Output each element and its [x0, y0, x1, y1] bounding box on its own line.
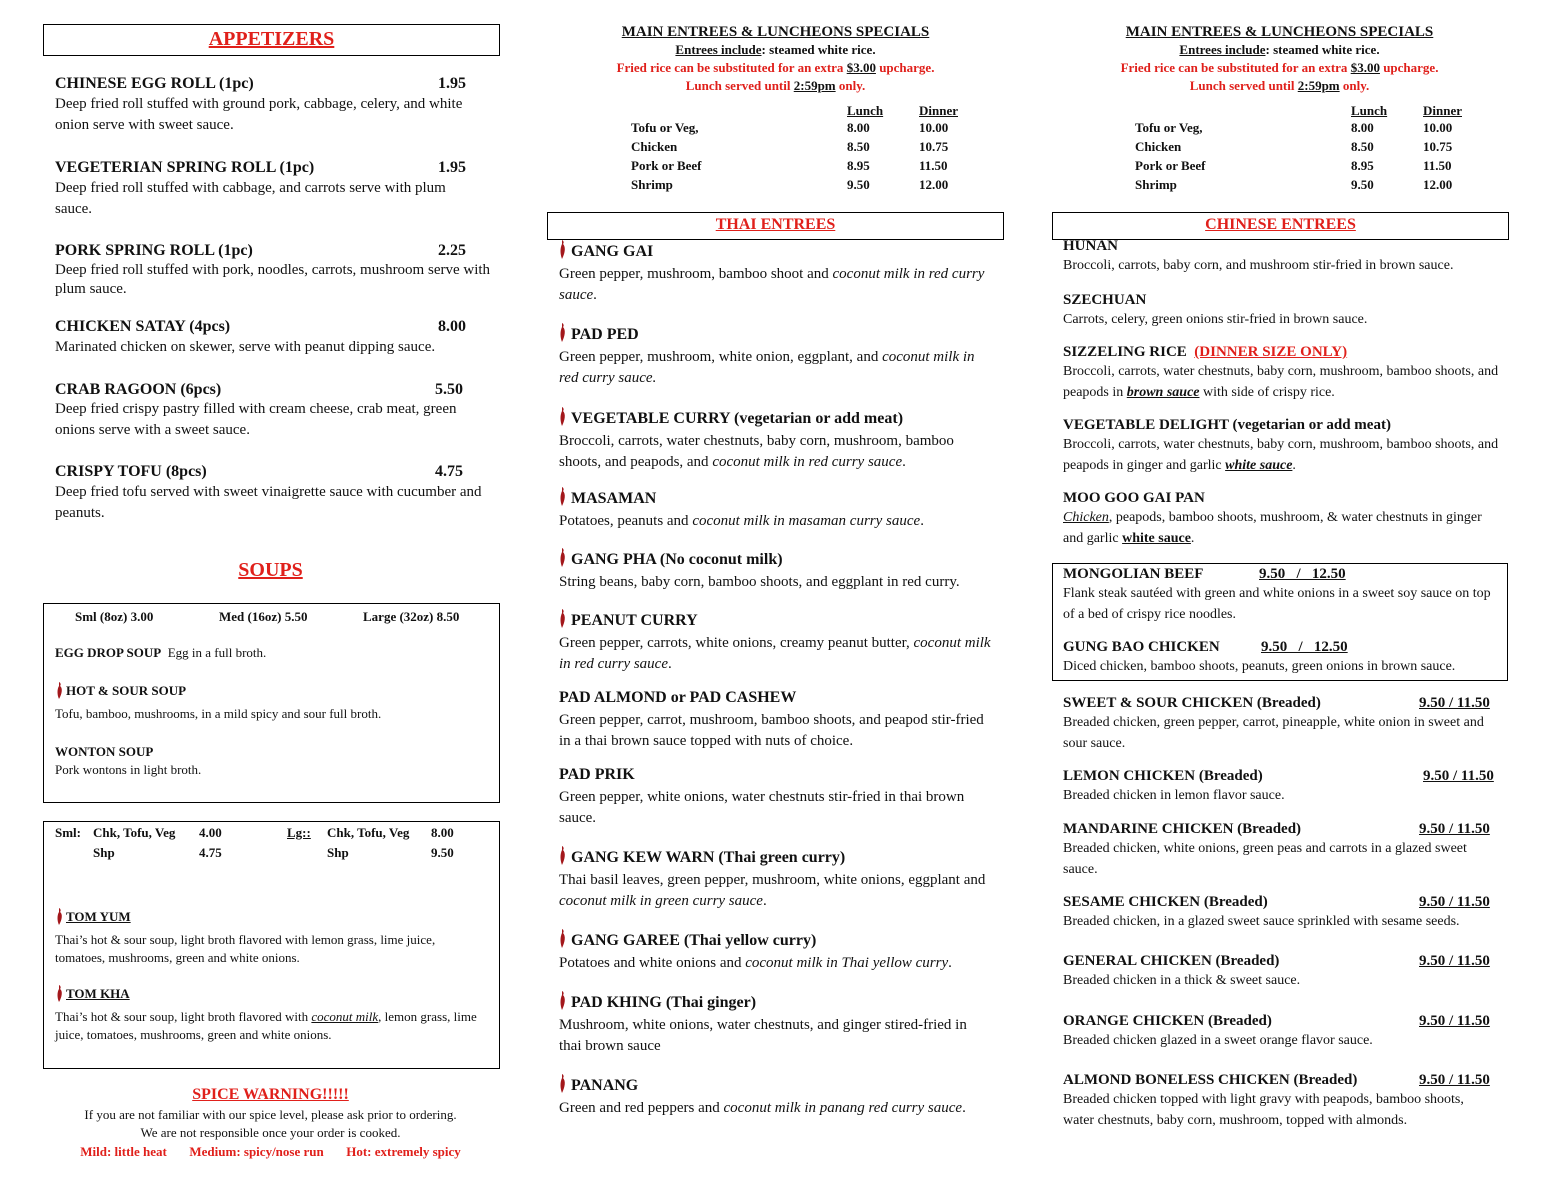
item-title-row	[559, 689, 991, 707]
table-row	[1135, 118, 1495, 137]
desc-text: Thai’s hot & sour soup, light broth flavored with	[55, 1009, 312, 1024]
desc-emphasis: brown sauce	[1126, 385, 1200, 400]
item-desc	[559, 953, 991, 974]
desc-text: Potatoes and white onions and	[559, 955, 746, 971]
desc-text: .	[1190, 531, 1195, 546]
fried-price: $3.00	[1350, 60, 1380, 75]
desc-text: .	[920, 513, 924, 529]
soup-size-medium: Med (16oz) 5.50	[219, 609, 308, 624]
item-name: PAD PED	[571, 326, 639, 343]
item-name: VEGETABLE DELIGHT (vegetarian or add meat)	[1063, 417, 1391, 433]
item-name: MOO GOO GAI PAN	[1063, 490, 1205, 506]
item-title-row	[1063, 695, 1503, 712]
item-name: GENERAL CHICKEN (Breaded)	[1063, 953, 1280, 969]
item-name: SIZZELING RICE	[1063, 344, 1187, 360]
list-item	[559, 766, 991, 829]
item-price: 9.50 / 11.50	[1419, 1072, 1490, 1088]
specials-include	[548, 41, 1003, 59]
lunch-time: 2:59pm	[1297, 78, 1340, 93]
desc-text: .	[1292, 458, 1296, 473]
spice-warning-title: SPICE WARNING!!!!!	[192, 1086, 349, 1103]
table-row	[1135, 137, 1495, 156]
row-lunch: 8.50	[1351, 139, 1374, 154]
item-desc	[559, 633, 991, 675]
item-name: SWEET & SOUR CHICKEN (Breaded)	[1063, 695, 1321, 711]
col-dinner: Dinner	[1423, 103, 1462, 118]
specialties-box	[1052, 563, 1508, 681]
chili-pepper-icon	[55, 682, 64, 705]
item-price: 8.00	[438, 318, 466, 335]
row-dinner: 11.50	[1423, 158, 1452, 173]
mongolian-beef-item	[1063, 566, 1503, 625]
item-price: 9.50 / 11.50	[1419, 821, 1490, 837]
item-price: 9.50 / 11.50	[1419, 695, 1490, 711]
item-price: 1.95	[438, 75, 466, 92]
item-desc: Deep fried crispy pastry filled with cream cheese, crab meat, green onions serve with a sweet sauce.	[55, 401, 457, 438]
item-title-row	[1063, 566, 1503, 583]
col-lunch: Lunch	[847, 103, 884, 118]
item-desc	[559, 1098, 991, 1119]
desc-text: , peapods, bamboo shoots, mushroom, & water chestnuts in ginger and garlic	[1063, 510, 1482, 546]
lunch-text: only.	[835, 78, 866, 93]
desc-emphasis: coconut milk	[311, 1009, 379, 1024]
szechuan-item	[1063, 292, 1503, 330]
egg-drop-soup	[55, 644, 266, 662]
item-title-row	[559, 766, 991, 784]
list-item	[559, 612, 991, 675]
specials-fried-rice	[1052, 59, 1507, 77]
desc-text: String beans, baby corn, bamboo shoots, and eggplant in red curry.	[559, 574, 960, 590]
list-item	[1063, 1072, 1503, 1131]
list-item	[1063, 953, 1503, 991]
item-name: MONGOLIAN BEEF	[1063, 566, 1204, 582]
item-name: MASAMAN	[571, 490, 657, 507]
chili-pepper-icon	[558, 609, 567, 634]
item-name: GANG PHA (No coconut milk)	[571, 551, 783, 568]
item-price: 2.25	[438, 242, 466, 259]
thai-soups-box	[43, 821, 500, 1069]
row-dinner: 12.00	[1423, 177, 1453, 192]
item-name: ORANGE CHICKEN (Breaded)	[1063, 1013, 1272, 1029]
list-item	[55, 318, 495, 358]
soup-size-large: Large (32oz) 8.50	[363, 609, 460, 624]
include-label: Entrees include	[1179, 42, 1266, 57]
item-name: PAD KHING (Thai ginger)	[571, 994, 757, 1011]
specials-include	[1052, 41, 1507, 59]
item-title-row	[559, 1077, 991, 1095]
desc-text: .	[668, 656, 672, 672]
item-title-row	[559, 551, 991, 569]
item-name: PAD PRIK	[559, 766, 635, 783]
item-price: 9.50 / 11.50	[1419, 953, 1490, 969]
item-desc: Flank steak sautéed with green and white onions in a sweet soy sauce on top of a bed of crispy rice noodles.	[1063, 586, 1491, 622]
row-name: Chicken	[631, 139, 678, 154]
desc-emphasis: coconut milk in red curry sauce	[712, 454, 903, 470]
item-name: MANDARINE CHICKEN (Breaded)	[1063, 821, 1302, 837]
spice-warning-line2: We are not responsible once your order is cooked.	[140, 1125, 401, 1140]
item-name: PORK SPRING ROLL (1pc)	[55, 242, 253, 259]
soups-box	[43, 603, 500, 803]
vegetable-delight-item	[1063, 417, 1503, 476]
item-title-row	[1063, 768, 1503, 785]
item-title-row	[559, 994, 991, 1012]
list-item	[55, 381, 495, 441]
fried-text: Fried rice can be substituted for an extra	[1120, 60, 1351, 75]
chili-pepper-icon	[558, 548, 567, 573]
soup-name: WONTON SOUP	[55, 744, 154, 759]
item-name: CHICKEN SATAY (4pcs)	[55, 318, 231, 335]
item-name: PAD ALMOND or PAD CASHEW	[559, 689, 797, 706]
lg-label: Lg::	[287, 825, 311, 840]
item-name: LEMON CHICKEN (Breaded)	[1063, 768, 1263, 784]
chinese-title: CHINESE ENTREES	[1205, 216, 1356, 233]
hot-sour-soup	[55, 682, 495, 723]
desc-text: Potatoes, peanuts and	[559, 513, 693, 529]
list-item	[55, 242, 495, 299]
item-desc: Deep fried roll stuffed with cabbage, and carrots serve with plum sauce.	[55, 180, 446, 217]
lunch-text: Lunch served until	[685, 78, 794, 93]
item-desc: Breaded chicken, white onions, green peas and carrots in a glazed sweet sauce.	[1063, 841, 1467, 877]
table-row	[631, 118, 991, 137]
row-dinner: 12.00	[919, 177, 949, 192]
spice-hot: Hot: extremely spicy	[346, 1144, 461, 1159]
list-item	[55, 159, 495, 220]
lunch-text: only.	[1339, 78, 1370, 93]
row-lunch: 8.95	[1351, 158, 1374, 173]
row-lunch: 8.00	[847, 120, 870, 135]
item-name: CRAB RAGOON (6pcs)	[55, 381, 222, 398]
desc-emphasis: coconut milk in red curry sauce	[559, 635, 991, 672]
soup-desc: Tofu, bamboo, mushrooms, in a mild spicy and sour full broth.	[55, 706, 382, 721]
item-desc: Marinated chicken on skewer, serve with peanut dipping sauce.	[55, 339, 436, 355]
lunch-text: Lunch served until	[1189, 78, 1298, 93]
item-title-row	[559, 326, 991, 344]
spice-warning	[43, 1086, 498, 1161]
item-title-row	[559, 410, 991, 428]
soup-desc: Pork wontons in light broth.	[55, 762, 202, 777]
desc-text: Green and red peppers and	[559, 1100, 724, 1116]
soup-desc	[55, 1008, 495, 1044]
row-dinner: 10.75	[919, 139, 949, 154]
list-item	[559, 551, 991, 593]
item-title-row	[1063, 1013, 1503, 1030]
desc-text: .	[948, 955, 952, 971]
item-name: VEGETERIAN SPRING ROLL (1pc)	[55, 159, 315, 176]
item-price: 5.50	[435, 381, 463, 398]
desc-emphasis: coconut milk in masaman curry sauce	[692, 513, 921, 529]
shp-sml-price: 4.75	[199, 845, 222, 860]
soups-title: SOUPS	[238, 559, 303, 581]
chili-pepper-icon	[55, 985, 64, 1008]
item-price: 9.50 / 12.50	[1259, 566, 1346, 582]
item-title-row	[559, 243, 991, 261]
chili-pepper-icon	[558, 846, 567, 871]
specials-block	[548, 24, 1003, 95]
list-item	[559, 932, 991, 974]
item-name: CRISPY TOFU (8pcs)	[55, 463, 207, 480]
item-title-row	[1063, 639, 1503, 656]
table-row	[631, 156, 991, 175]
row-name: Shrimp	[631, 177, 673, 192]
list-item	[1063, 894, 1503, 932]
table-row	[1135, 156, 1495, 175]
item-title-row	[1063, 821, 1503, 838]
soup-desc: Thai’s hot & sour soup, light broth flavored with lemon grass, lime juice, tomatoes, mushrooms, green and white onions.	[55, 932, 436, 965]
item-desc	[559, 787, 991, 829]
list-item	[1063, 695, 1503, 754]
desc-underline: white sauce	[1122, 531, 1191, 546]
item-desc	[559, 511, 991, 532]
desc-text: with side of crispy rice.	[1199, 385, 1335, 400]
spice-warning-line1: If you are not familiar with our spice level, please ask prior to ordering.	[84, 1107, 457, 1122]
specials-block-2	[1052, 24, 1507, 95]
list-item	[1063, 821, 1503, 880]
desc-text: .	[902, 454, 906, 470]
spice-medium: Medium: spicy/nose run	[189, 1144, 324, 1159]
item-price: 4.75	[435, 463, 463, 480]
include-label: Entrees include	[675, 42, 762, 57]
item-price: 9.50 / 11.50	[1419, 894, 1490, 910]
lg-items: Chk, Tofu, Veg	[327, 825, 410, 840]
table-row	[631, 175, 991, 194]
col-lunch: Lunch	[1351, 103, 1388, 118]
desc-text: Mushroom, white onions, water chestnuts, and ginger stired-fried in thai brown sauce	[559, 1017, 967, 1054]
desc-text: Green pepper, mushroom, white onion, eggplant, and	[559, 349, 883, 365]
chili-pepper-icon	[558, 323, 567, 348]
row-dinner: 10.00	[1423, 120, 1453, 135]
item-desc: Broccoli, carrots, baby corn, and mushroom stir-fried in brown sauce.	[1063, 258, 1454, 273]
item-title-row	[1063, 344, 1503, 361]
item-price: 9.50 / 11.50	[1423, 768, 1494, 784]
fried-text: upcharge.	[875, 60, 935, 75]
item-desc	[1063, 507, 1503, 549]
item-name: HUNAN	[1063, 238, 1118, 254]
item-desc	[559, 347, 991, 389]
item-name: ALMOND BONELESS CHICKEN (Breaded)	[1063, 1072, 1358, 1088]
item-note: (DINNER SIZE ONLY)	[1194, 344, 1348, 360]
row-name: Pork or Beef	[1135, 158, 1206, 173]
specials-lunch-time	[548, 77, 1003, 95]
desc-text: Green pepper, white onions, water chestnuts stir-fried in thai brown sauce.	[559, 789, 965, 826]
row-name: Tofu or Veg,	[631, 120, 699, 135]
list-item	[559, 410, 991, 473]
desc-text: Green pepper, carrot, mushroom, bamboo shoots, and peapod stir-fried in a thai brown sauce topped with nuts of choice.	[559, 712, 984, 749]
moo-goo-gai-pan-item	[1063, 490, 1503, 549]
table-header	[631, 101, 991, 118]
item-desc	[559, 710, 991, 752]
item-price: 1.95	[438, 159, 466, 176]
item-name: CHINESE EGG ROLL (1pc)	[55, 75, 254, 92]
soup-name: TOM KHA	[66, 986, 130, 1001]
item-desc: Deep fried tofu served with sweet vinaigrette sauce with cucumber and peanuts.	[55, 484, 482, 521]
table-row	[1135, 175, 1495, 194]
table-row	[631, 137, 991, 156]
spice-mild: Mild: little heat	[80, 1144, 167, 1159]
row-lunch: 9.50	[1351, 177, 1374, 192]
col-dinner: Dinner	[919, 103, 958, 118]
item-title-row	[1063, 894, 1503, 911]
list-item	[559, 243, 991, 306]
sml-price: 4.00	[199, 825, 222, 840]
table-header	[1135, 101, 1495, 118]
item-desc: Breaded chicken topped with light gravy with peapods, bamboo shoots, water chestnuts, baby corn, mushroom, topped with almonds.	[1063, 1092, 1464, 1128]
chili-pepper-icon	[558, 929, 567, 954]
desc-emphasis: coconut milk in Thai yellow curry	[745, 955, 949, 971]
soup-size-small: Sml (8oz) 3.00	[75, 609, 154, 624]
desc-emphasis: coconut milk in green curry sauce	[559, 893, 763, 909]
row-lunch: 8.95	[847, 158, 870, 173]
tom-kha-soup	[55, 985, 495, 1044]
chili-pepper-icon	[558, 991, 567, 1016]
row-name: Shrimp	[1135, 177, 1177, 192]
desc-emphasis: Chicken	[1063, 510, 1109, 525]
sizzling-rice-item	[1063, 344, 1503, 403]
sml-label: Sml:	[55, 825, 81, 840]
row-lunch: 8.00	[1351, 120, 1374, 135]
item-desc: Breaded chicken, green pepper, carrot, pineapple, white onion in sweet and sour sauce.	[1063, 715, 1484, 751]
chili-pepper-icon	[55, 908, 64, 931]
item-desc	[559, 264, 991, 306]
wonton-soup	[55, 743, 495, 779]
gung-bao-chicken-item	[1063, 639, 1503, 677]
chili-pepper-icon	[558, 240, 567, 265]
soup-name: TOM YUM	[66, 909, 131, 924]
item-desc: Deep fried roll stuffed with pork, noodles, carrots, mushroom serve with plum sauce.	[55, 262, 491, 297]
item-title-row	[559, 932, 991, 950]
specials-table	[631, 101, 991, 194]
row-dinner: 10.75	[1423, 139, 1453, 154]
list-item	[559, 490, 991, 532]
item-desc: Diced chicken, bamboo shoots, peanuts, green onions in brown sauce.	[1063, 659, 1456, 674]
row-lunch: 8.50	[847, 139, 870, 154]
desc-text: Broccoli, carrots, water chestnuts, baby corn, mushroom, bamboo shoots, and peapods in ginger and garlic	[1063, 437, 1499, 473]
list-item	[1063, 1013, 1503, 1051]
desc-text: .	[962, 1100, 966, 1116]
shp-lg-label: Shp	[327, 845, 349, 860]
soup-name: HOT & SOUR SOUP	[66, 683, 187, 698]
desc-emphasis: coconut milk in red curry sauce.	[559, 349, 975, 386]
item-desc: Carrots, celery, green onions stir-fried in brown sauce.	[1063, 312, 1368, 327]
item-desc: Breaded chicken in lemon flavor sauce.	[1063, 788, 1285, 803]
specials-fried-rice	[548, 59, 1003, 77]
shp-lg-price: 9.50	[431, 845, 454, 860]
item-desc	[1063, 434, 1503, 476]
item-name: SZECHUAN	[1063, 292, 1147, 308]
item-title-row	[559, 849, 991, 867]
item-desc: Breaded chicken glazed in a sweet orange flavor sauce.	[1063, 1033, 1373, 1048]
item-desc	[559, 870, 991, 912]
chili-pepper-icon	[558, 1074, 567, 1099]
item-title-row	[559, 490, 991, 508]
item-title-row	[1063, 1072, 1503, 1089]
desc-text: Broccoli, carrots, water chestnuts, baby corn, mushroom, bamboo shoots, and peapods, and	[559, 433, 954, 470]
shp-label: Shp	[93, 845, 115, 860]
item-name: SESAME CHICKEN (Breaded)	[1063, 894, 1268, 910]
row-name: Chicken	[1135, 139, 1182, 154]
desc-text: Green pepper, mushroom, bamboo shoot and	[559, 266, 833, 282]
specials-lunch-time	[1052, 77, 1507, 95]
item-name: GANG GAREE (Thai yellow curry)	[571, 932, 817, 949]
desc-text: .	[762, 893, 767, 909]
specials-table-2	[1135, 101, 1495, 194]
desc-text: Green pepper, carrots, white onions, creamy peanut butter,	[559, 635, 914, 651]
item-price: 9.50 / 12.50	[1261, 639, 1348, 655]
row-dinner: 10.00	[919, 120, 949, 135]
fried-text: upcharge.	[1379, 60, 1439, 75]
item-title-row	[1063, 953, 1503, 970]
list-item	[559, 994, 991, 1057]
row-dinner: 11.50	[919, 158, 948, 173]
item-title-row	[559, 612, 991, 630]
row-name: Pork or Beef	[631, 158, 702, 173]
item-name: GUNG BAO CHICKEN	[1063, 639, 1220, 655]
hunan-item	[1063, 238, 1503, 276]
thai-title: THAI ENTREES	[715, 216, 836, 233]
desc-emphasis: coconut milk in red curry sauce	[559, 266, 985, 303]
item-desc	[559, 1015, 991, 1057]
desc-text: Broccoli, carrots, water chestnuts, baby corn, mushroom, bamboo shoots, and peapods in	[1063, 364, 1499, 400]
desc-text: .	[593, 287, 597, 303]
item-desc	[559, 572, 991, 593]
list-item	[559, 326, 991, 389]
specials-title: MAIN ENTREES & LUNCHEONS SPECIALS	[1125, 24, 1434, 40]
item-name: PEANUT CURRY	[571, 612, 698, 629]
item-desc: Breaded chicken in a thick & sweet sauce.	[1063, 973, 1301, 988]
list-item	[55, 463, 495, 524]
sml-items: Chk, Tofu, Veg	[93, 825, 176, 840]
item-desc	[1063, 361, 1503, 403]
fried-price: $3.00	[846, 60, 876, 75]
item-name: PANANG	[571, 1077, 639, 1094]
desc-text: Thai basil leaves, green pepper, mushroom, white onions, eggplant and	[559, 872, 986, 888]
item-name: VEGETABLE CURRY (vegetarian or add meat)	[571, 410, 904, 427]
chili-pepper-icon	[558, 407, 567, 432]
row-lunch: 9.50	[847, 177, 870, 192]
list-item	[55, 75, 495, 136]
spice-levels	[43, 1143, 498, 1161]
item-desc: Deep fried roll stuffed with ground pork, cabbage, celery, and white onion serve with sweet sauce.	[55, 96, 463, 133]
specials-title: MAIN ENTREES & LUNCHEONS SPECIALS	[621, 24, 930, 40]
include-text: : steamed white rice.	[761, 42, 876, 57]
item-price: 9.50 / 11.50	[1419, 1013, 1490, 1029]
item-name: GANG GAI	[571, 243, 654, 260]
item-name: GANG KEW WARN (Thai green curry)	[571, 849, 846, 866]
soup-name: EGG DROP SOUP	[55, 645, 162, 660]
tom-yum-soup	[55, 908, 485, 967]
item-desc: Breaded chicken, in a glazed sweet sauce sprinkled with sesame seeds.	[1063, 914, 1460, 929]
desc-text: , lemon grass, lime juice, tomatoes, mushrooms, green and white onions.	[55, 1009, 477, 1042]
item-desc	[559, 431, 991, 473]
desc-emphasis: coconut milk in panang red curry sauce	[723, 1100, 963, 1116]
row-name: Tofu or Veg,	[1135, 120, 1203, 135]
lunch-time: 2:59pm	[793, 78, 836, 93]
appetizers-title: APPETIZERS	[208, 28, 335, 50]
list-item	[1063, 768, 1503, 806]
include-text: : steamed white rice.	[1265, 42, 1380, 57]
lg-price: 8.00	[431, 825, 454, 840]
list-item	[559, 849, 991, 912]
desc-emphasis: white sauce	[1225, 458, 1293, 473]
list-item	[559, 1077, 991, 1119]
chili-pepper-icon	[558, 487, 567, 512]
fried-text: Fried rice can be substituted for an extra	[616, 60, 847, 75]
soup-desc: Egg in a full broth.	[167, 645, 267, 660]
list-item	[559, 689, 991, 752]
